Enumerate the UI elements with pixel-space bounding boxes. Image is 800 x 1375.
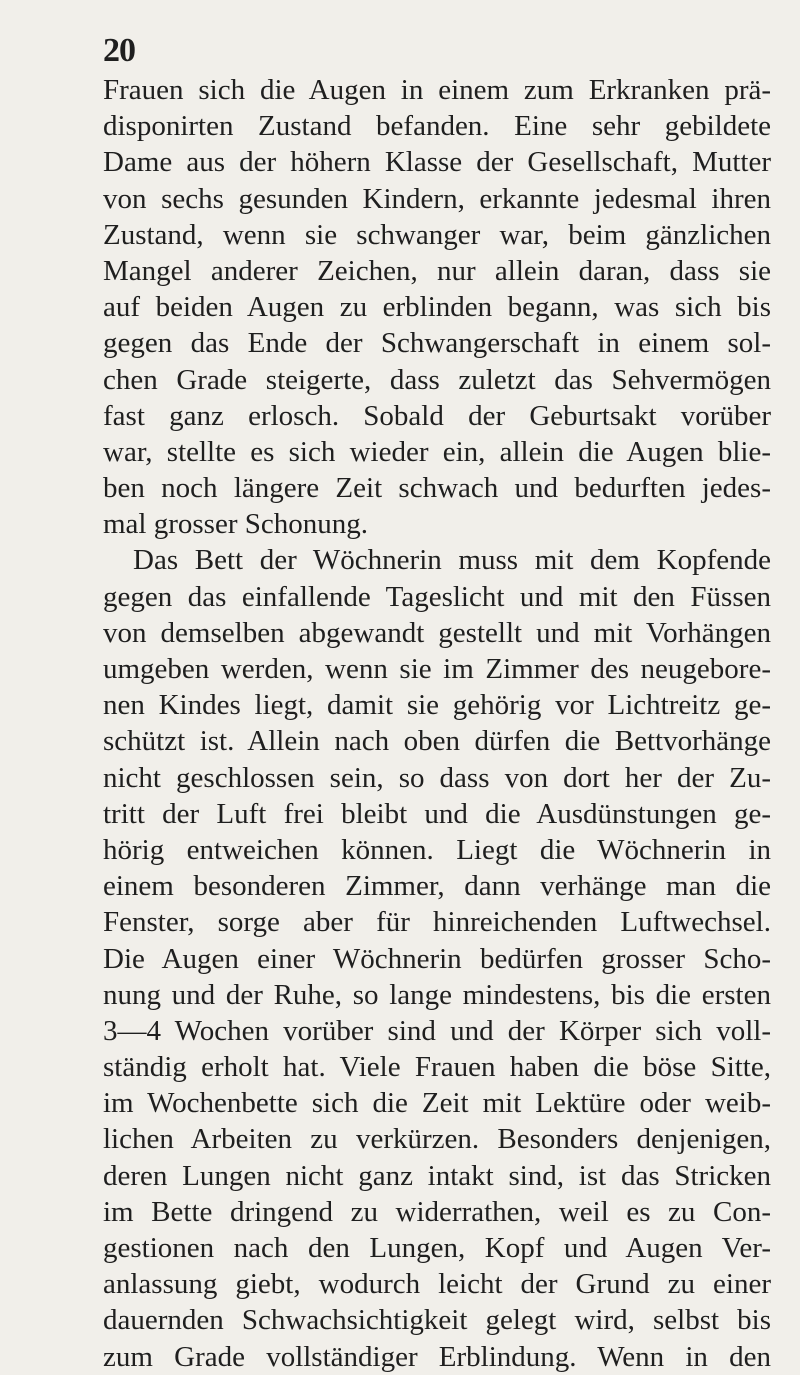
text-line-33: gestionen nach den Lungen, Kopf und Augen Ver- <box>103 1232 771 1264</box>
text-line-12: ben noch längere Zeit schwach und bedurften jedes- <box>103 472 771 505</box>
text-line-3: Dame aus der höhern Klasse der Gesellschaft, Mutter <box>103 146 771 179</box>
text-line-9: chen Grade steigerte, dass zuletzt das Sehvermögen <box>103 363 771 396</box>
text-line-36: zum Grade vollständiger Erblindung. Wenn in den <box>103 1340 771 1373</box>
text-line-20: nicht geschlossen sein, so dass von dort her der Zu- <box>103 761 771 794</box>
text-line-17: umgeben werden, wenn sie im Zimmer des neugebore- <box>103 653 771 685</box>
text-line-24: Fenster, sorge aber für hinreichenden Luftwechsel. <box>103 906 771 939</box>
page-number: 20 <box>103 32 135 69</box>
text-line-31: deren Lungen nicht ganz intakt sind, ist das Stricken <box>103 1159 771 1192</box>
text-line-19: schützt ist. Allein nach oben dürfen die Bettvorhänge <box>103 725 771 758</box>
text-line-18: nen Kindes liegt, damit sie gehörig vor Lichtreitz ge- <box>103 689 771 722</box>
text-line-11: war, stellte es sich wieder ein, allein die Augen blie- <box>103 435 771 468</box>
text-line-29: im Wochenbette sich die Zeit mit Lektüre oder weib- <box>103 1087 771 1120</box>
text-line-5: Zustand, wenn sie schwanger war, beim gänzlichen <box>103 218 771 251</box>
text-line-4: von sechs gesunden Kindern, erkannte jedesmal ihren <box>103 182 771 215</box>
text-line-14: Das Bett der Wöchnerin muss mit dem Kopfende <box>133 544 771 577</box>
text-line-21: tritt der Luft frei bleibt und die Ausdünstungen ge- <box>103 797 771 830</box>
text-line-6: Mangel anderer Zeichen, nur allein daran, dass sie <box>103 254 771 287</box>
text-line-13: mal grosser Schonung. <box>103 508 368 541</box>
text-line-30: lichen Arbeiten zu verkürzen. Besonders denjenigen, <box>103 1123 771 1156</box>
body-text <box>103 72 771 1375</box>
text-line-28: ständig erholt hat. Viele Frauen haben die böse Sitte, <box>103 1051 771 1084</box>
text-line-2: disponirten Zustand befanden. Eine sehr gebildete <box>103 110 771 143</box>
text-line-34: anlassung giebt, wodurch leicht der Grund zu einer <box>103 1268 771 1301</box>
text-line-1: Frauen sich die Augen in einem zum Erkranken prä- <box>103 74 771 106</box>
text-line-7: auf beiden Augen zu erblinden begann, was sich bis <box>103 291 771 324</box>
text-line-35: dauernden Schwachsichtigkeit gelegt wird, selbst bis <box>103 1304 771 1337</box>
text-line-32: im Bette dringend zu widerrathen, weil es zu Con- <box>103 1195 771 1228</box>
text-line-26: nung und der Ruhe, so lange mindestens, bis die ersten <box>103 978 771 1011</box>
text-line-15: gegen das einfallende Tageslicht und mit den Füssen <box>103 580 771 613</box>
text-line-23: einem besonderen Zimmer, dann verhänge man die <box>103 870 771 903</box>
text-line-25: Die Augen einer Wöchnerin bedürfen grosser Scho- <box>103 942 771 975</box>
text-line-16: von demselben abgewandt gestellt und mit Vorhängen <box>103 616 771 649</box>
text-line-8: gegen das Ende der Schwangerschaft in einem sol- <box>103 327 771 360</box>
text-line-27: 3—4 Wochen vorüber sind und der Körper sich voll- <box>103 1014 771 1047</box>
text-line-22: hörig entweichen können. Liegt die Wöchnerin in <box>103 833 771 866</box>
text-line-10: fast ganz erlosch. Sobald der Geburtsakt vorüber <box>103 399 771 432</box>
